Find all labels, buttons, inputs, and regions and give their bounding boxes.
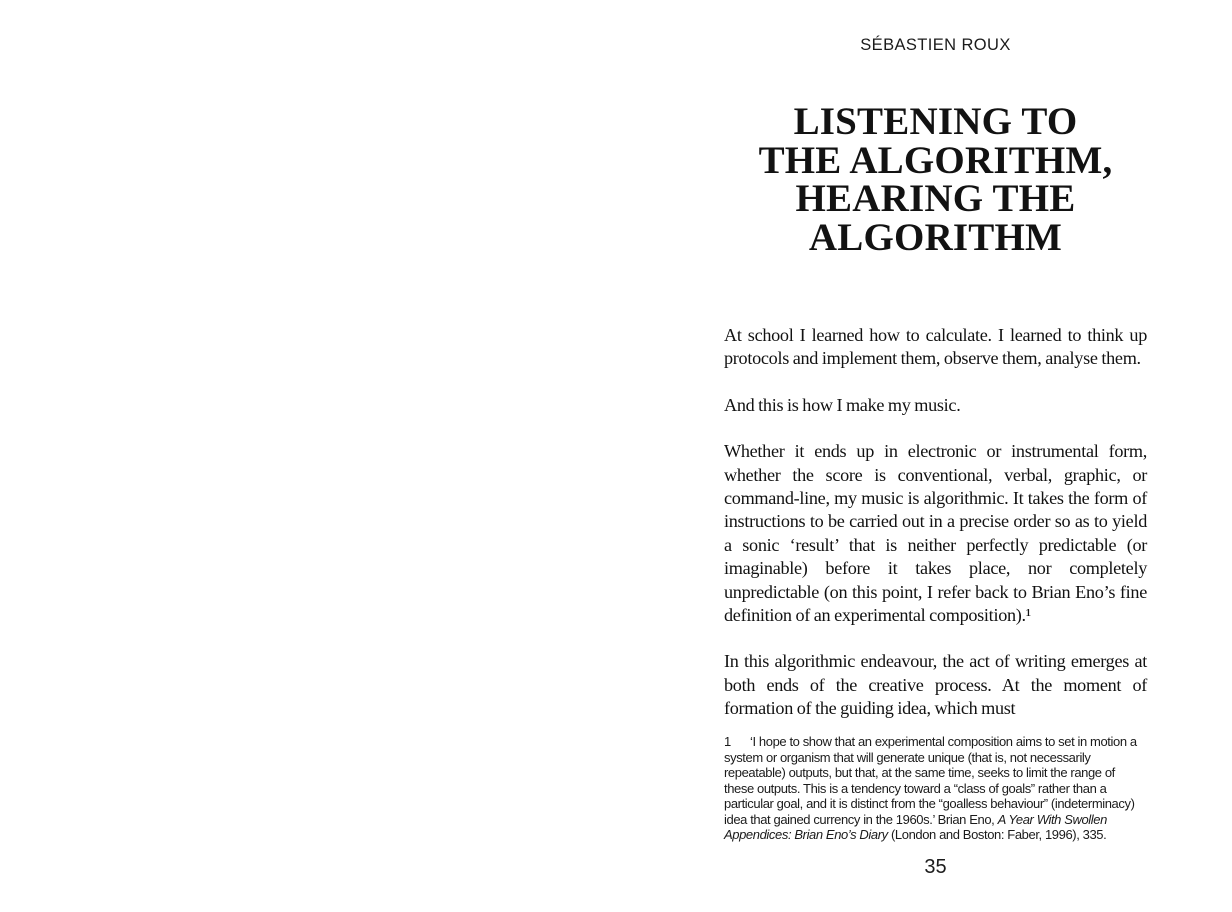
chapter-title-line: HEARING THE [795,177,1076,220]
chapter-title-line: THE ALGORITHM, [758,138,1113,182]
body-paragraph: In this algorithmic endeavour, the act of writing emerges at both ends of the creative process. At the moment of formation of the guiding idea, which must [724,651,1147,719]
body-paragraph: At school I learned how to calculate. I learned to think up protocols and implement them, observe them, analyse them. [724,325,1147,369]
body-paragraph: And this is how I make my music. [724,394,961,415]
footnote-text-after: (London and Boston: Faber, 1996), 335. [887,827,1107,842]
chapter-title [724,100,1147,259]
body-paragraph: Whether it ends up in electronic or instrumental form, whether the score is conventional, verbal, graphic, or command-line, my music is algorithmic. It takes the form of instructions to be carried out in a precise order so as to yield a sonic ‘result’ that is neither perfectly predictable (or imaginable) before it takes place, nor completely unpredictable (on this point, I refer back to Brian Eno’s fine definition of an experimental composition).¹ [724,441,1147,626]
page-number: 35 [924,856,947,878]
chapter-title-line: ALGORITHM [808,215,1063,259]
footnote [724,734,1147,843]
chapter-title-line: LISTENING TO [793,100,1078,143]
body-text-block [724,324,1147,744]
footnote-marker: 1 [724,734,731,749]
running-header-author: SÉBASTIEN ROUX [860,36,1011,54]
footnote-book-title: A Year With Swollen Appendices: Brian Eno’s Diary [724,811,1107,842]
footnote-text: ‘I hope to show that an experimental composition aims to set in motion a system or organism that will generate unique (that is, not necessarily repeatable) outputs, but that, at the same time, seeks to limit the range of these outputs. This is a tendency toward a “class of goals” rather than a particular goal, and it is distinct from the “goalless behaviour” (indeterminacy) idea that gained currency in the 1960s.’ Brian Eno, [724,734,1137,827]
